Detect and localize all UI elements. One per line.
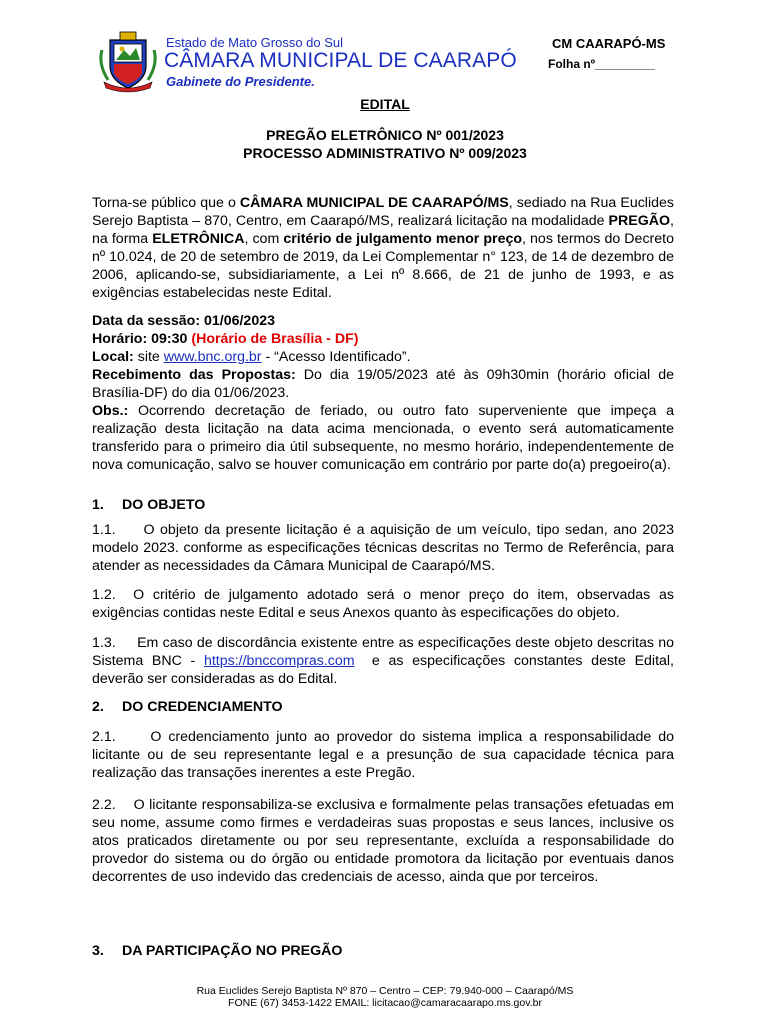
bnc-site-link[interactable]: www.bnc.org.br	[163, 349, 262, 365]
footer-address: Rua Euclides Serejo Baptista Nº 870 – Centro – CEP: 79.940-000 – Caarapó/MS	[196, 985, 574, 997]
section-2-number: 2.	[92, 699, 104, 715]
header-state: Estado de Mato Grosso do Sul	[166, 35, 344, 50]
session-time-value: : 09:30	[142, 331, 192, 347]
header-folha: Folha nº_________	[548, 57, 656, 71]
session-time-label: Horário	[92, 331, 143, 347]
session-local-post: - “Acesso Identificado”.	[261, 349, 411, 365]
intro-text: , sediado na Rua Euclides Serejo Baptista – 870, Centro, em Caarapó/MS, realizará licitação na modalidade	[92, 195, 674, 229]
session-receipt-line	[92, 366, 674, 402]
session-date-label: Data da sessão	[92, 313, 196, 329]
intro-bold-criteria: critério de julgamento menor preço	[283, 231, 523, 247]
document-title: EDITAL	[360, 96, 410, 112]
clause-2-2: 2.2. O licitante responsabiliza-se exclusiva e formalmente pelas transações efetuadas em seu nome, assume como firmes e verdadeiras suas propostas e seus lances, inclusive os atos praticados diretamente ou por seu representante, excluída a responsabilidade do provedor do sistema ou do órgão ou entidade promotora da licitação por eventuais danos decorrentes de uso indevido das credenciais de acesso, ainda que por terceiros.	[92, 797, 678, 885]
section-3-title: DA PARTICIPAÇÃO NO PREGÃO	[122, 943, 343, 959]
processo-title: PROCESSO ADMINISTRATIVO Nº 009/2023	[243, 145, 527, 161]
clause-1-2: 1.2. O critério de julgamento adotado será o menor preço do item, observadas as exigências contidas neste Edital e seus Anexos quanto às especificações do objeto.	[92, 587, 678, 621]
section-1-heading	[92, 496, 674, 514]
section-2-heading	[92, 698, 674, 716]
intro-text: , com	[244, 231, 284, 247]
pregao-title: PREGÃO ELETRÔNICO Nº 001/2023	[266, 127, 504, 143]
session-local-line	[92, 348, 674, 366]
intro-text: , na forma	[92, 213, 674, 247]
section-1-number: 1.	[92, 497, 104, 513]
section-1-title: DO OBJETO	[122, 497, 206, 513]
intro-bold-modality: PREGÃO	[608, 213, 671, 229]
intro-bold-form: ELETRÔNICA	[152, 231, 245, 247]
intro-text: , nos termos do Decreto nº 10.024, de 20 de setembro de 2019, da Lei Complementar n° 123, de 14 de dezembro de 2006, aplicando-se, subsidiariamente, a Lei nº 8.666, de 21 de junho de 1993, e as exigências estabelecidas neste Edital.	[92, 231, 674, 301]
bnccompras-link[interactable]: https://bnccompras.com	[203, 653, 355, 669]
session-local-label: Local:	[92, 349, 134, 365]
clause-1-3-text: e as especificações constantes deste Edital, deverão ser consideradas as do Edital.	[92, 653, 678, 687]
intro-paragraph	[92, 194, 674, 302]
coat-of-arms-icon	[96, 30, 160, 94]
session-date-value: : 01/06/2023	[195, 313, 275, 329]
header-office: Gabinete do Presidente.	[166, 74, 315, 89]
session-time-line	[92, 330, 674, 348]
session-receipt-label: Recebimento das Propostas:	[92, 367, 296, 383]
clause-1-3	[92, 634, 678, 688]
section-3-heading	[92, 942, 674, 960]
footer-contact: FONE (67) 3453-1422 EMAIL: licitacao@camaracaarapo.ms.gov.br	[228, 997, 542, 1009]
clause-1-1: 1.1. O objeto da presente licitação é a aquisição de um veículo, tipo sedan, ano 2023 modelo 2023. conforme as especificações técnicas descritas no Termo de Referência, para atender as necessidades da Câmara Municipal de Caarapó/MS.	[92, 522, 678, 574]
header-cm-code: CM CAARAPÓ-MS	[552, 36, 666, 51]
session-info	[92, 312, 674, 474]
header-institution: CÂMARA MUNICIPAL DE CAARAPÓ	[164, 49, 517, 72]
session-timezone: (Horário de Brasília - DF)	[191, 331, 359, 347]
session-date-line	[92, 312, 674, 330]
clause-2-1: 2.1. O credenciamento junto ao provedor do sistema implica a responsabilidade do licitante ou de seu representante legal e a presunção de sua capacidade técnica para realização das transações inerentes a este Pregão.	[92, 729, 678, 781]
intro-text: Torna-se público que o	[92, 195, 240, 211]
intro-bold-institution: CÂMARA MUNICIPAL DE CAARAPÓ/MS	[239, 195, 509, 211]
session-obs-line	[92, 402, 674, 474]
section-2-title: DO CREDENCIAMENTO	[122, 699, 283, 715]
session-obs-text: Ocorrendo decretação de feriado, ou outro fato superveniente que impeça a realização desta licitação na data acima mencionada, o evento será automaticamente transferido para o primeiro dia útil subsequente, no mesmo horário, independentemente de nova comunicação, salvo se houver comunicação em contrário por parte do(a) pregoeiro(a).	[92, 403, 674, 473]
clause-1-3-text: 1.3. Em caso de discordância existente entre as especificações deste objeto descritas no Sistema BNC -	[92, 635, 678, 669]
section-3-number: 3.	[92, 943, 104, 959]
session-receipt-text: Do dia 19/05/2023 até às 09h30min (horário oficial de Brasília-DF) do dia 01/06/2023.	[92, 367, 674, 401]
session-local-pre: site	[133, 349, 164, 365]
session-obs-label: Obs.:	[92, 403, 129, 419]
